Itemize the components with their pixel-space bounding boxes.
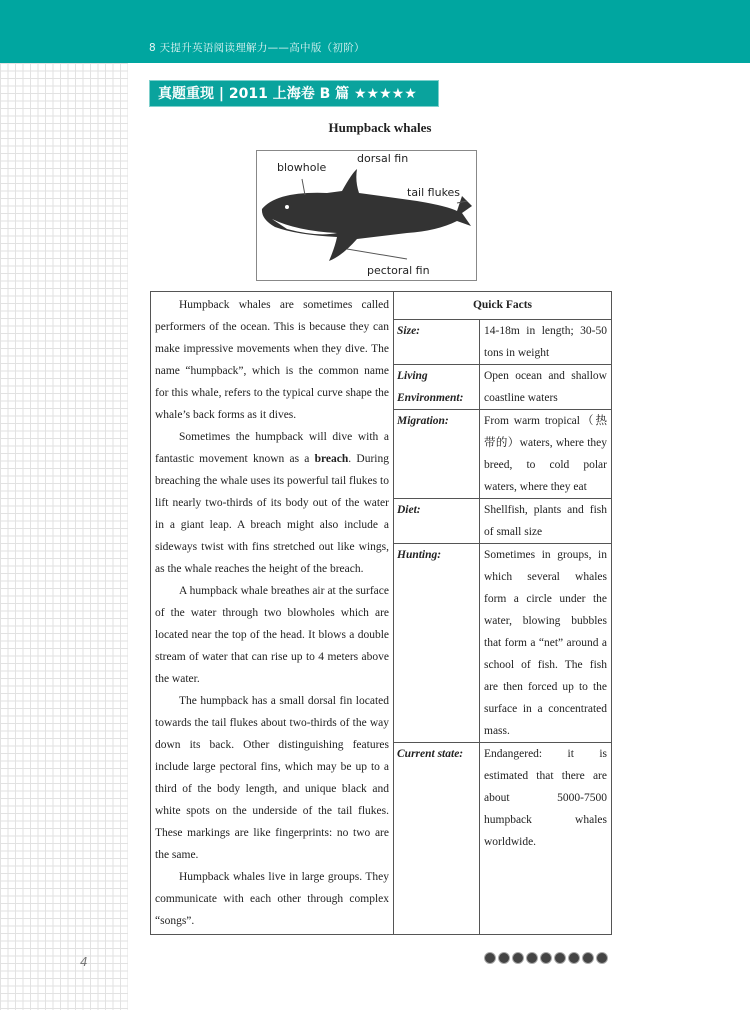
fact-label: Size: (394, 320, 480, 365)
decorative-icons (484, 952, 608, 964)
label-tail-flukes: tail flukes (407, 186, 461, 199)
animal-icon (554, 952, 566, 964)
label-dorsal-fin: dorsal fin (357, 152, 409, 165)
text: Sometimes the humpback will dive with a fantastic movement known as a (155, 431, 389, 465)
animal-icon (582, 952, 594, 964)
article-title: Humpback whales (328, 120, 432, 135)
text: . During breaching the whale uses its powerful tail flukes to lift nearly two-thirds of its body out of the water in a giant leap. A breach might also include a sideways twist with fins stretched out like wings, as the whale reaches the height of the breach. (155, 453, 389, 575)
animal-icon (540, 952, 552, 964)
section-banner: 真题重现 | 2011 上海卷 B 篇 ★★★★★ (149, 80, 439, 107)
fact-value: 14-18m in length; 30-50 tons in weight (480, 320, 612, 365)
grid-margin (0, 63, 128, 1010)
facts-heading: Quick Facts (394, 292, 612, 320)
paragraph: A humpback whale breathes air at the surface of the water through two blowholes which are located near the top of the head. It blows a double stream of water that can rise up to 4 meters above the water. (155, 585, 389, 685)
fact-label: Diet: (394, 499, 480, 544)
fact-value: From warm tropical（热带的）waters, where they breed, to cold polar waters, where they eat (480, 410, 612, 499)
label-blowhole: blowhole (277, 161, 327, 174)
fact-value: Open ocean and shallow coastline waters (480, 365, 612, 410)
book-title: 8 天提升英语阅读理解力——高中版（初阶） (149, 42, 365, 54)
animal-icon (498, 952, 510, 964)
paragraph: Humpback whales are sometimes called performers of the ocean. This is because they can make impressive movements when they dive. The name “humpback”, which is the common name for this whale, refers to the typical curve shape the whale’s back forms as it dives. (155, 299, 389, 421)
fact-label: Migration: (394, 410, 480, 499)
keyword: breach (314, 453, 349, 465)
animal-icon (526, 952, 538, 964)
animal-icon (568, 952, 580, 964)
paragraph: The humpback has a small dorsal fin located towards the tail flukes about two-thirds of the way down its back. Other distinguishing features include large pectoral fins, which may be up to a third of the body length, and unique black and white spots on the underside of the tail flukes. These markings are like fingerprints: no two are the same. (155, 695, 389, 861)
fact-label: Living Environment: (394, 365, 480, 410)
fact-value: Sometimes in groups, in which several whales form a circle under the water, blowing bubbles that form a “net” around a school of fish. The fish are then forced up to the surface in a concentrated mass. (480, 544, 612, 743)
fact-label: Current state: (394, 743, 480, 935)
passage (151, 292, 394, 935)
paragraph (155, 426, 389, 580)
header-band (0, 0, 750, 63)
animal-icon (484, 952, 496, 964)
page-number: 4 (80, 955, 88, 969)
animal-icon (596, 952, 608, 964)
fact-value: Endangered: it is estimated that there are about 5000-7500 humpback whales worldwide. (480, 743, 612, 935)
article-table (150, 291, 612, 935)
label-pectoral-fin: pectoral fin (367, 264, 430, 277)
paragraph: Humpback whales live in large groups. They communicate with each other through complex “songs”. (155, 871, 389, 927)
animal-icon (512, 952, 524, 964)
fact-label: Hunting: (394, 544, 480, 743)
whale-diagram (256, 150, 477, 281)
fact-value: Shellfish, plants and fish of small size (480, 499, 612, 544)
